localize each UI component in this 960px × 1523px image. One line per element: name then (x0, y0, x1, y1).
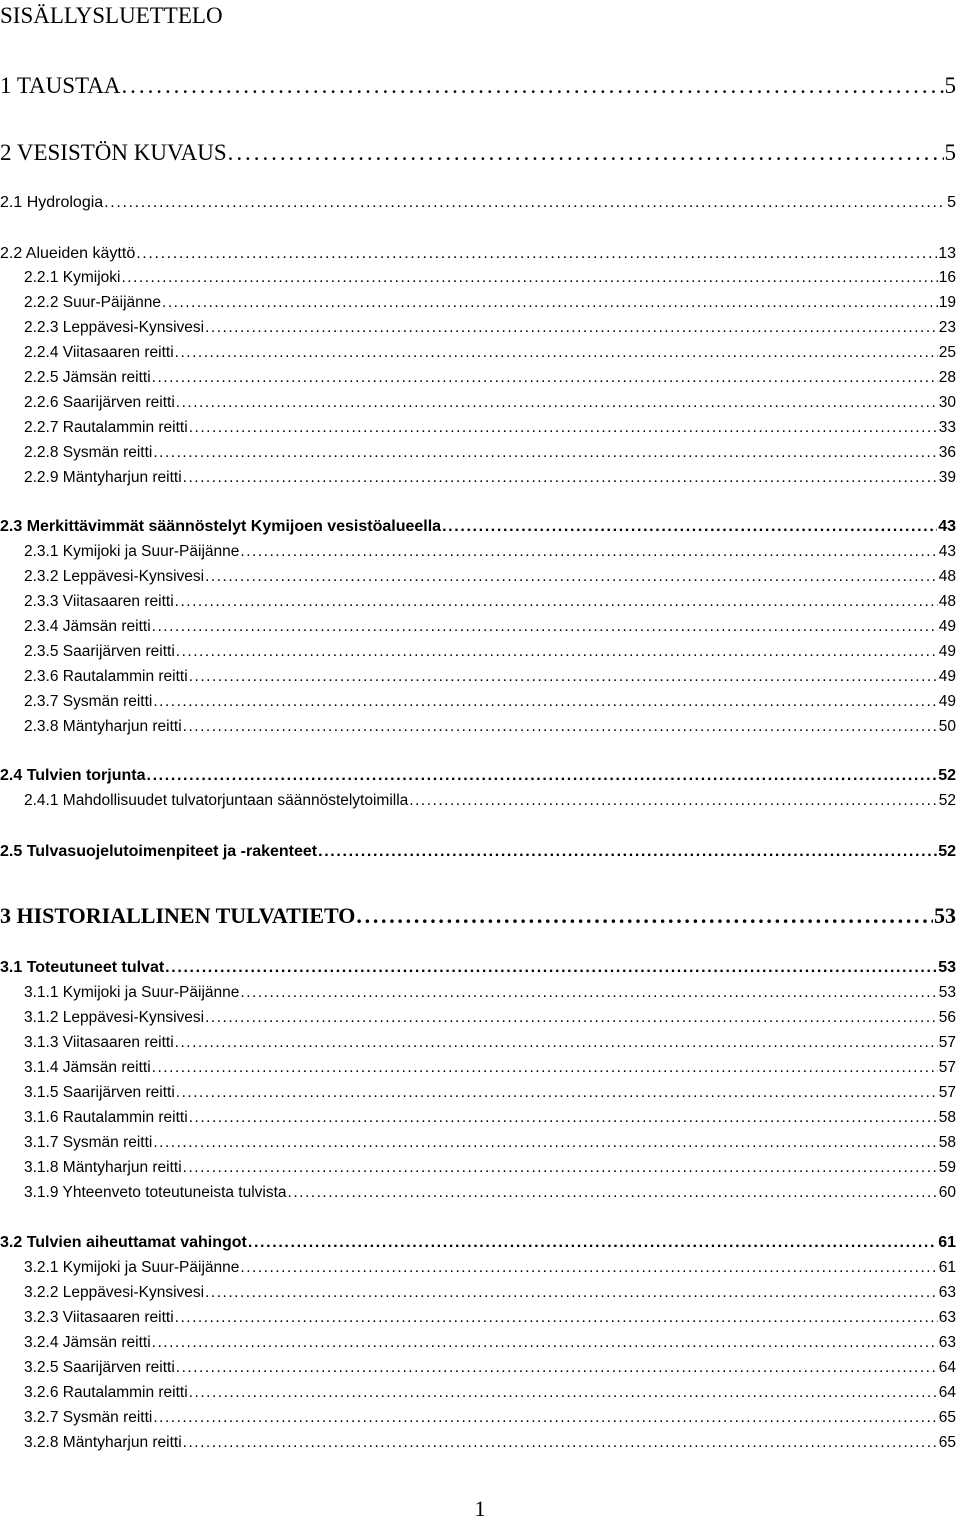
toc-leader-dots (183, 716, 938, 738)
toc-entry-2-2-7[interactable] (24, 417, 956, 439)
toc-leader-dots (183, 467, 938, 489)
toc-entry-page: 5 (947, 194, 956, 211)
toc-leader-dots (176, 641, 938, 663)
toc-leader-dots (152, 616, 938, 638)
page-number: 1 (474, 1496, 486, 1521)
toc-entry-2-2-6[interactable] (24, 392, 956, 414)
toc-entry-2-3-2[interactable] (24, 566, 956, 588)
toc-entry-2-2-3[interactable] (24, 317, 956, 339)
toc-entry-2-4[interactable] (0, 765, 956, 787)
toc-entry-label: 3 HISTORIALLINEN TULVATIETO (0, 903, 356, 928)
toc-leader-dots (205, 1007, 938, 1029)
toc-entry-page: 65 (938, 1434, 956, 1451)
toc-entry-label: 2.3.5 Saarijärven reitti (24, 643, 175, 660)
toc-entry-label: 1 TAUSTAA (0, 73, 121, 98)
toc-entry-page: 33 (938, 419, 956, 436)
toc-entry-3-1-8[interactable] (24, 1157, 956, 1179)
toc-entry-2-3[interactable] (0, 516, 956, 538)
toc-entry-2-3-1[interactable] (24, 541, 956, 563)
toc-entry-page: 36 (938, 444, 956, 461)
toc-entry-3-1-3[interactable] (24, 1032, 956, 1054)
toc-entry-label: 3.2 Tulvien aiheuttamat vahingot (0, 1234, 247, 1251)
toc-entry-label: 3.1.4 Jämsän reitti (24, 1059, 151, 1076)
toc-entry-label: 3.1.1 Kymijoki ja Suur-Päijänne (24, 984, 240, 1001)
toc-leader-dots (121, 267, 937, 289)
toc-entry-2-3-7[interactable] (24, 691, 956, 713)
toc-entry-3-2-2[interactable] (24, 1282, 956, 1304)
toc-entry-page: 30 (938, 394, 956, 411)
toc-leader-dots (356, 902, 933, 930)
toc-entry-3-2-7[interactable] (24, 1407, 956, 1429)
toc-leader-dots (240, 1257, 937, 1279)
toc-entry-page: 28 (938, 369, 956, 386)
toc-entry-page: 57 (938, 1059, 956, 1076)
toc-entry-page: 50 (938, 718, 956, 735)
toc-entry-page: 61 (938, 1234, 956, 1251)
toc-entry-page: 49 (938, 693, 956, 710)
toc-entry-label: 2.5 Tulvasuojelutoimenpiteet ja -rakenteet (0, 843, 318, 860)
toc-entry-1[interactable] (0, 72, 956, 100)
toc-entry-label: 3.2.1 Kymijoki ja Suur-Päijänne (24, 1259, 240, 1276)
toc-entry-page: 16 (938, 269, 956, 286)
toc-entry-3-1-1[interactable] (24, 982, 956, 1004)
toc-leader-dots (183, 1432, 938, 1454)
toc-leader-dots (205, 317, 938, 339)
toc-entry-page: 57 (938, 1084, 956, 1101)
toc-entry-page: 65 (938, 1409, 956, 1426)
toc-entry-3-1-6[interactable] (24, 1107, 956, 1129)
toc-entry-label: 2.2.5 Jämsän reitti (24, 369, 151, 386)
toc-entry-2-2-5[interactable] (24, 367, 956, 389)
toc-leader-dots (175, 1307, 938, 1329)
toc-entry-label: 2.3.8 Mäntyharjun reitti (24, 718, 182, 735)
toc-leader-dots (153, 691, 937, 713)
toc-entry-2-2-4[interactable] (24, 342, 956, 364)
toc-leader-dots (288, 1182, 938, 1204)
toc-entry-label: 3.1.5 Saarijärven reitti (24, 1084, 175, 1101)
toc-entry-page: 43 (938, 518, 956, 535)
toc-entry-label: 2.4 Tulvien torjunta (0, 767, 146, 784)
toc-entry-label: 2.3.3 Viitasaaren reitti (24, 593, 174, 610)
toc-entry-page: 13 (938, 245, 956, 262)
toc-entry-2-4-1[interactable] (24, 790, 956, 812)
toc-entry-label: 2.2.3 Leppävesi-Kynsivesi (24, 319, 205, 336)
toc-entry-page: 23 (938, 319, 956, 336)
toc-entry-3-1-2[interactable] (24, 1007, 956, 1029)
toc-entry-label: 2.3 Merkittävimmät säännöstelyt Kymijoen vesistöalueella (0, 518, 442, 535)
toc-entry-label: 2.2.6 Saarijärven reitti (24, 394, 175, 411)
toc-entry-page: 52 (938, 767, 956, 784)
toc-entry-2-2-9[interactable] (24, 467, 956, 489)
toc-leader-dots (240, 982, 937, 1004)
toc-leader-dots (153, 442, 937, 464)
toc-entry-page: 64 (938, 1384, 956, 1401)
toc-entry-page: 57 (938, 1034, 956, 1051)
toc-leader-dots (175, 1032, 938, 1054)
toc-leader-dots (240, 541, 937, 563)
toc-leader-dots (409, 790, 937, 812)
toc-entry-2-3-4[interactable] (24, 616, 956, 638)
toc-entry-2[interactable] (0, 139, 956, 167)
toc-entry-3[interactable] (0, 902, 956, 930)
toc-entry-label: 2.2 Alueiden käyttö (0, 245, 136, 262)
toc-entry-label: 2.3.1 Kymijoki ja Suur-Päijänne (24, 543, 240, 560)
toc-entry-label: 3.2.2 Leppävesi-Kynsivesi (24, 1284, 205, 1301)
toc-entry-label: 2.3.6 Rautalammin reitti (24, 668, 188, 685)
toc-entry-page: 53 (938, 984, 956, 1001)
toc-entry-3-2[interactable] (0, 1232, 956, 1254)
toc-entry-label: 3.2.8 Mäntyharjun reitti (24, 1434, 182, 1451)
toc-entry-label: 2.3.4 Jämsän reitti (24, 618, 151, 635)
toc-leader-dots (104, 192, 946, 214)
toc-entry-2-2-8[interactable] (24, 442, 956, 464)
toc-entry-label: 2.3.2 Leppävesi-Kynsivesi (24, 568, 205, 585)
toc-entry-2-3-5[interactable] (24, 641, 956, 663)
toc-leader-dots (228, 139, 944, 167)
toc-entry-page: 52 (938, 792, 956, 809)
toc-entry-label: 3.1.2 Leppävesi-Kynsivesi (24, 1009, 205, 1026)
toc-leader-dots (189, 1107, 938, 1129)
toc-entry-3-1-7[interactable] (24, 1132, 956, 1154)
toc-leader-dots (153, 1407, 937, 1429)
toc-entry-2-3-8[interactable] (24, 716, 956, 738)
toc-leader-dots (152, 367, 938, 389)
toc-entry-label: 2.2.7 Rautalammin reitti (24, 419, 188, 436)
toc-leader-dots (152, 1057, 938, 1079)
toc-entry-label: 2.2.8 Sysmän reitti (24, 444, 153, 461)
toc-entry-page: 52 (938, 843, 956, 860)
toc-entry-label: 3.2.4 Jämsän reitti (24, 1334, 151, 1351)
toc-entry-3-2-6[interactable] (24, 1382, 956, 1404)
toc-leader-dots (248, 1232, 937, 1254)
toc-entry-label: 2.2.4 Viitasaaren reitti (24, 344, 174, 361)
toc-entry-label: 2 VESISTÖN KUVAUS (0, 140, 227, 165)
toc-leader-dots (121, 72, 943, 100)
toc-entry-page: 59 (938, 1159, 956, 1176)
toc-entry-page: 64 (938, 1359, 956, 1376)
toc-entry-2-3-6[interactable] (24, 666, 956, 688)
toc-entry-3-1[interactable] (0, 957, 956, 979)
toc-entry-label: 3.2.7 Sysmän reitti (24, 1409, 153, 1426)
toc-entry-label: 2.1 Hydrologia (0, 194, 104, 211)
toc-entry-page: 58 (938, 1134, 956, 1151)
toc-entry-page: 58 (938, 1109, 956, 1126)
toc-leader-dots (162, 292, 938, 314)
toc-entry-label: 3.2.6 Rautalammin reitti (24, 1384, 188, 1401)
toc-entry-label: 3.1.9 Yhteenveto toteutuneista tulvista (24, 1184, 287, 1201)
toc-entry-2-2-2[interactable] (24, 292, 956, 314)
toc-entry-2-2-1[interactable] (24, 267, 956, 289)
toc-entry-3-1-9[interactable] (24, 1182, 956, 1204)
toc-leader-dots (152, 1332, 938, 1354)
toc-entry-page: 63 (938, 1284, 956, 1301)
toc-leader-dots (442, 516, 937, 538)
toc-entry-label: 2.2.2 Suur-Päijänne (24, 294, 162, 311)
toc-entry-page: 60 (938, 1184, 956, 1201)
toc-entry-label: 3.1.3 Viitasaaren reitti (24, 1034, 174, 1051)
toc-entry-3-2-5[interactable] (24, 1357, 956, 1379)
toc-entry-page: 53 (938, 959, 956, 976)
toc-leader-dots (165, 957, 937, 979)
toc-entry-2-1[interactable] (0, 192, 956, 214)
toc-title: SISÄLLYSLUETTELO (0, 3, 223, 28)
toc-entry-page: 48 (938, 593, 956, 610)
toc-entry-page: 63 (938, 1309, 956, 1326)
toc-entry-label: 3.1.7 Sysmän reitti (24, 1134, 153, 1151)
toc-entry-page: 49 (938, 643, 956, 660)
toc-leader-dots (176, 1357, 938, 1379)
toc-leader-dots (175, 591, 938, 613)
toc-leader-dots (189, 666, 938, 688)
toc-leader-dots (136, 243, 937, 265)
toc-entry-page: 61 (938, 1259, 956, 1276)
toc-entry-2-5[interactable] (0, 841, 956, 863)
toc-leader-dots (189, 1382, 938, 1404)
toc-entry-2-3-3[interactable] (24, 591, 956, 613)
toc-entry-page: 49 (938, 618, 956, 635)
toc-entry-page: 25 (938, 344, 956, 361)
toc-leader-dots (189, 417, 938, 439)
toc-leader-dots (147, 765, 938, 787)
toc-entry-3-2-3[interactable] (24, 1307, 956, 1329)
toc-entry-label: 2.2.9 Mäntyharjun reitti (24, 469, 182, 486)
toc-entry-3-2-1[interactable] (24, 1257, 956, 1279)
toc-leader-dots (205, 566, 938, 588)
toc-entry-label: 2.2.1 Kymijoki (24, 269, 121, 286)
toc-entry-3-2-4[interactable] (24, 1332, 956, 1354)
toc-entry-page: 48 (938, 568, 956, 585)
toc-entry-3-2-8[interactable] (24, 1432, 956, 1454)
toc-leader-dots (176, 1082, 938, 1104)
toc-entry-page: 19 (938, 294, 956, 311)
toc-entry-page: 5 (944, 73, 956, 98)
toc-leader-dots (205, 1282, 938, 1304)
toc-entry-label: 3.2.5 Saarijärven reitti (24, 1359, 175, 1376)
toc-entry-3-1-4[interactable] (24, 1057, 956, 1079)
toc-entry-label: 3.1.8 Mäntyharjun reitti (24, 1159, 182, 1176)
toc-entry-page: 5 (944, 140, 956, 165)
toc-leader-dots (183, 1157, 938, 1179)
toc-entry-page: 56 (938, 1009, 956, 1026)
toc-entry-label: 2.3.7 Sysmän reitti (24, 693, 153, 710)
toc-entry-label: 2.4.1 Mahdollisuudet tulvatorjuntaan säännöstelytoimilla (24, 792, 409, 809)
toc-leader-dots (153, 1132, 937, 1154)
toc-entry-page: 63 (938, 1334, 956, 1351)
toc-entry-page: 49 (938, 668, 956, 685)
toc-leader-dots (318, 841, 937, 863)
toc-leader-dots (176, 392, 938, 414)
toc-leader-dots (175, 342, 938, 364)
toc-entry-3-1-5[interactable] (24, 1082, 956, 1104)
toc-entry-2-2[interactable] (0, 243, 956, 265)
toc-entry-page: 53 (934, 903, 956, 928)
toc-entry-label: 3.1 Toteutuneet tulvat (0, 959, 165, 976)
toc-entry-page: 39 (938, 469, 956, 486)
toc-entry-label: 3.2.3 Viitasaaren reitti (24, 1309, 174, 1326)
toc-entry-page: 43 (938, 543, 956, 560)
toc-entry-label: 3.1.6 Rautalammin reitti (24, 1109, 188, 1126)
